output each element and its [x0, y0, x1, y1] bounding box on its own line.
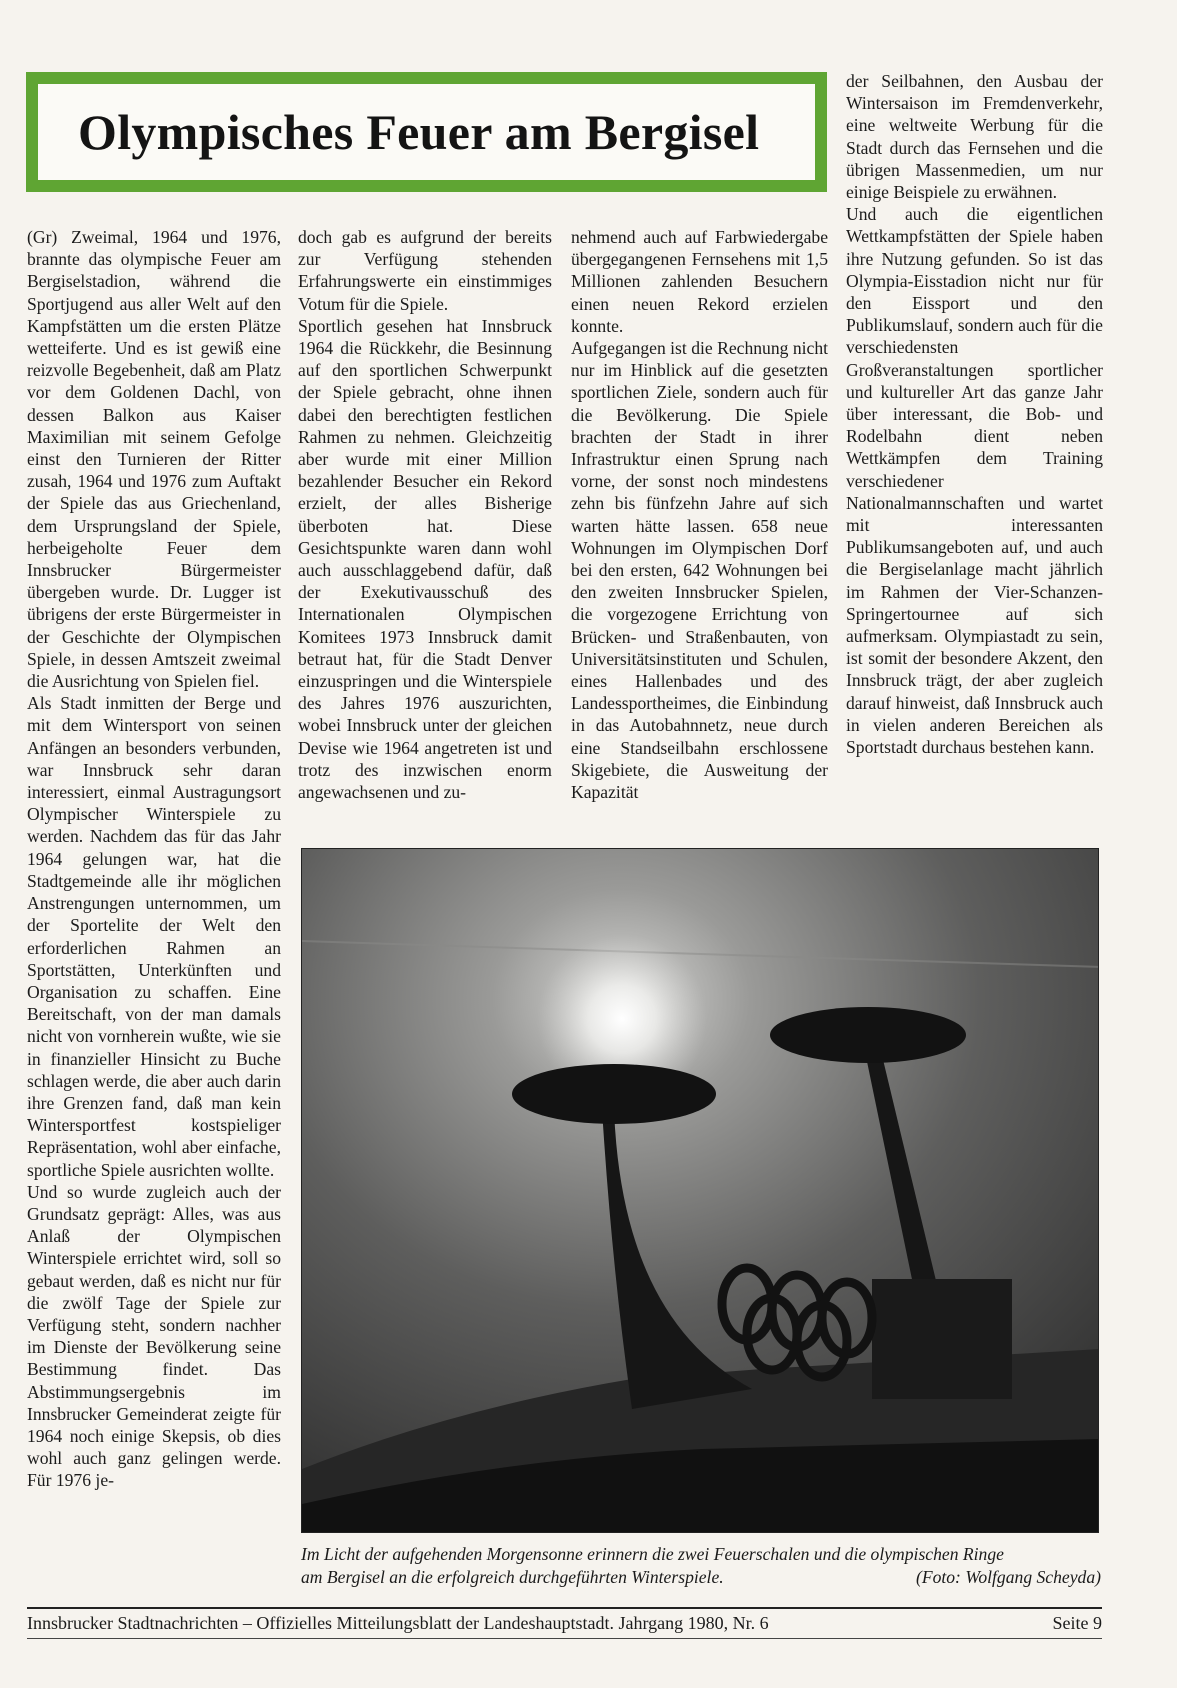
paragraph: Und auch die eigentlichen Wettkampfstätten der Spiele haben ihre Nutzung gefunden. So ist das Olympia-Eisstadion nicht nur für den Eissport und den Publikumslauf, sondern auch für die verschiedensten Großveranstaltungen sportlicher und kultureller Art das ganze Jahr über interessant, die Bob- und Rodelbahn dient neben Wettkämpfen dem Training verschiedener Nationalmannschaften und wartet mit interessanten Publikumsangeboten auf, und auch die Bergiselanlage macht jährlich im Rahmen der Vier-Schanzen-Springertournee auf sich aufmerksam. Olympiastadt zu sein, ist somit der besondere Akzent, den Innsbruck trägt, der aber zugleich darauf hinweist, daß Innsbruck auch in vielen anderen Bereichen als Sportstadt durchaus bestehen kann.: [846, 204, 1103, 758]
text-column-3: [571, 226, 828, 803]
cauldron-base: [872, 1279, 1012, 1399]
photo-credit: (Foto: Wolfgang Scheyda): [915, 1566, 1101, 1587]
photo-illustration: [302, 849, 1099, 1533]
text-column-4: [846, 70, 1103, 758]
publication-line: Innsbrucker Stadtnachrichten – Offizielles Mitteilungsblatt der Landeshauptstadt. Jahrgang 1980, Nr. 6: [27, 1613, 769, 1633]
paragraph: Als Stadt inmitten der Berge und mit dem Wintersport von seinen Anfängen an besonders verbunden, war Innsbruck sehr daran interessiert, einmal Austragungsort Olympischer Winterspiele zu werden. Nachdem das für das Jahr 1964 gelungen war, hat die Stadtgemeinde alle ihr möglichen Anstrengungen unternommen, um der Sportelite der Welt den erforderlichen Rahmen an Sportstätten, Unterkünften und Organisation zu schaffen. Eine Bereitschaft, von der man damals nicht von vornherein wußte, wie sie in finanzieller Hinsicht zu Buche schlagen werde, die aber auch darin ihre Grenzen fand, daß man kein Wintersportfest kostspieliger Repräsentation, wohl aber einfache, sportliche Spiele ausrichten wollte.: [27, 693, 281, 1180]
photo-caption: [301, 1543, 1101, 1588]
page-number: Seite 9: [1052, 1613, 1102, 1633]
article-title: Olympisches Feuer am Bergisel: [78, 104, 760, 160]
title-box: [38, 84, 815, 180]
text-column-1: [27, 226, 281, 1492]
paragraph: (Gr) Zweimal, 1964 und 1976, brannte das olympische Feuer am Bergiselstadion, während die Sportjugend aus aller Welt auf den Kampfstätten um die ersten Plätze wetteiferte. Und es ist gewiß eine reizvolle Begebenheit, daß am Platz vor dem Goldenen Dachl, von dessen Balkon aus Kaiser Maximilian mit seinem Gefolge einst den Turnieren der Ritter zusah, 1964 und 1976 zum Auftakt der Spiele das aus Griechenland, dem Ursprungsland der Spiele, herbeigeholte Feuer dem Innsbrucker Bürgermeister übergeben wurde. Dr. Lugger ist übrigens der erste Bürgermeister in der Geschichte der Olympischen Spiele, in dessen Amtszeit zweimal die Ausrichtung von Spielen fiel.: [27, 227, 281, 692]
paragraph: der Seilbahnen, den Ausbau der Wintersaison im Fremdenverkehr, eine weltweite Werbung für die Stadt durch das Fernsehen und die übrigen Massenmedien, um nur einige Beispiele zu erwähnen.: [846, 71, 1103, 203]
title-frame: [26, 72, 827, 192]
footer-rule-bottom: [27, 1638, 1102, 1639]
caption-line-2: am Bergisel an die erfolgreich durchgeführten Winterspiele.: [301, 1566, 724, 1587]
text-column-2: [298, 226, 552, 803]
page-footer: [27, 1611, 1102, 1635]
paragraph: nehmend auch auf Farbwiedergabe übergegangenen Fernsehens mit 1,5 Millionen zahlenden Besuchern einen neuen Rekord erzielen konnte.: [571, 227, 828, 336]
paragraph: Sportlich gesehen hat Innsbruck 1964 die Rückkehr, die Besinnung auf den sportlichen Schwerpunkt der Spiele gebracht, ohne ihnen dabei den berechtigten festlichen Rahmen zu nehmen. Gleichzeitig aber wurde mit einer Million bezahlender Besucher ein Rekord erzielt, der alles Bisherige überboten hat. Diese Gesichtspunkte waren dann wohl auch ausschlaggebend dafür, daß der Exekutivausschuß des Internationalen Olympischen Komitees 1973 Innsbruck damit betraut hat, für die Stadt Denver einzuspringen und die Winterspiele des Jahres 1976 auszurichten, wobei Innsbruck unter der gleichen Devise wie 1964 angetreten ist und trotz des inzwischen enorm angewachsenen und zu-: [298, 315, 552, 803]
paragraph: Und so wurde zugleich auch der Grundsatz geprägt: Alles, was aus Anlaß der Olympischen Winterspiele errichtet wird, soll so gebaut werden, daß es nicht nur für die zwölf Tage der Spiele zur Verfügung steht, sondern nachher im Dienste der Bevölkerung seine Bestimmung findet. Das Abstimmungsergebnis im Innsbrucker Gemeinderat zeigte für 1964 noch einige Skepsis, ob dies wohl auch ganz gelingen werde. Für 1976 je-: [27, 1181, 281, 1491]
paragraph: doch gab es aufgrund der bereits zur Verfügung stehenden Erfahrungswerte ein einstimmiges Votum für die Spiele.: [298, 227, 552, 314]
caption-line-1: Im Licht der aufgehenden Morgensonne erinnern die zwei Feuerschalen und die olympischen Ringe: [301, 1544, 1004, 1564]
footer-rule-top: [27, 1607, 1102, 1609]
cauldron-1-bowl: [512, 1064, 716, 1124]
cauldron-2-bowl: [770, 1007, 966, 1063]
paragraph: Aufgegangen ist die Rechnung nicht nur im Hinblick auf die gesetzten sportlichen Ziele, sondern auch für die Bevölkerung. Die Spiele brachten der Stadt in ihrer Infrastruktur einen Sprung nach vorne, der sonst noch mindestens zehn bis fünfzehn Jahre auf sich warten hätte lassen. 658 neue Wohnungen im Olympischen Dorf bei den ersten, 642 Wohnungen bei den zweiten Innsbrucker Spielen, die vorgezogene Errichtung von Brücken- und Straßenbauten, von Universitätsinstituten und Schulen, eines Hallenbades und des Landessportheimes, die Einbindung in das Autobahnnetz, neue durch eine Standseilbahn erschlossene Skigebiete, die Ausweitung der Kapazität: [571, 338, 828, 803]
olympic-cauldrons-photo: [301, 848, 1099, 1533]
